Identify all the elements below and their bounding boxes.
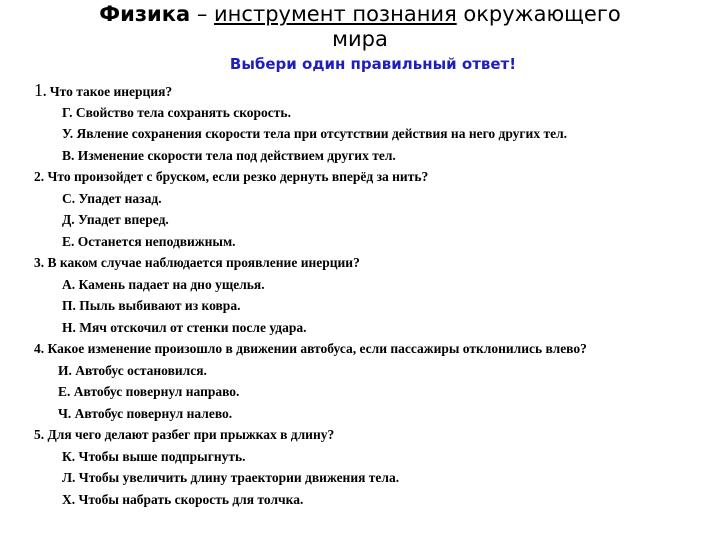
answer-option: К. Чтобы выше подпрыгнуть.	[62, 448, 246, 464]
question-4	[34, 338, 714, 360]
quiz-list	[34, 80, 714, 510]
title-line2: мира	[332, 27, 388, 51]
answer-option: Ч. Автобус повернул налево.	[58, 405, 233, 421]
answer-option: С. Упадет назад.	[62, 190, 162, 206]
answer-option: Л. Чтобы увеличить длину траектории движения тела.	[62, 470, 400, 485]
question-text: . Для чего делают разбег при прыжках в длину?	[40, 427, 335, 442]
title-subject: Физика	[99, 2, 191, 26]
title-rest: окружающего	[456, 2, 621, 26]
answer-option: А. Камень падает на дно ущелья.	[62, 276, 265, 292]
answer-option: Н. Мяч отскочил от стенки после удара.	[62, 319, 307, 335]
title-dash: –	[190, 2, 215, 26]
answer-option: Х. Чтобы набрать скорость для толчка.	[62, 491, 304, 507]
question-number: 3	[34, 255, 41, 270]
question-5	[34, 424, 714, 446]
answer-option: Г. Свойство тела сохранять скорость.	[62, 104, 291, 120]
question-text: . Что произойдет с бруском, если резко дернуть вперёд за нить?	[40, 169, 429, 184]
answer-option: У. Явление сохранения скорости тела при отсутствии действия на него других тел.	[62, 126, 568, 141]
question-number: 4	[34, 341, 41, 356]
question-3	[34, 252, 714, 274]
title-underlined: инструмент познания	[214, 2, 457, 26]
question-1	[34, 80, 714, 102]
question-number: 2	[34, 169, 41, 184]
question-text: . Что такое инерция?	[43, 84, 173, 99]
answer-option: П. Пыль выбивают из ковра.	[62, 298, 241, 313]
question-number: 1	[34, 80, 43, 100]
question-text: . Какое изменение произошло в движении автобуса, если пассажиры отклонились влево?	[40, 341, 587, 356]
question-2	[34, 166, 714, 188]
answer-option: Д. Упадет вперед.	[62, 212, 169, 227]
question-number: 5	[34, 427, 41, 442]
instruction-subtitle: Выбери один правильный ответ!	[229, 55, 517, 73]
answer-option: И. Автобус остановился.	[58, 362, 207, 378]
answer-option: Е. Автобус повернул направо.	[58, 384, 240, 399]
answer-option: В. Изменение скорости тела под действием других тел.	[62, 147, 396, 163]
answer-option: Е. Останется неподвижным.	[62, 233, 236, 249]
question-text: . В каком случае наблюдается проявление инерции?	[40, 255, 360, 270]
page-title	[0, 2, 720, 52]
